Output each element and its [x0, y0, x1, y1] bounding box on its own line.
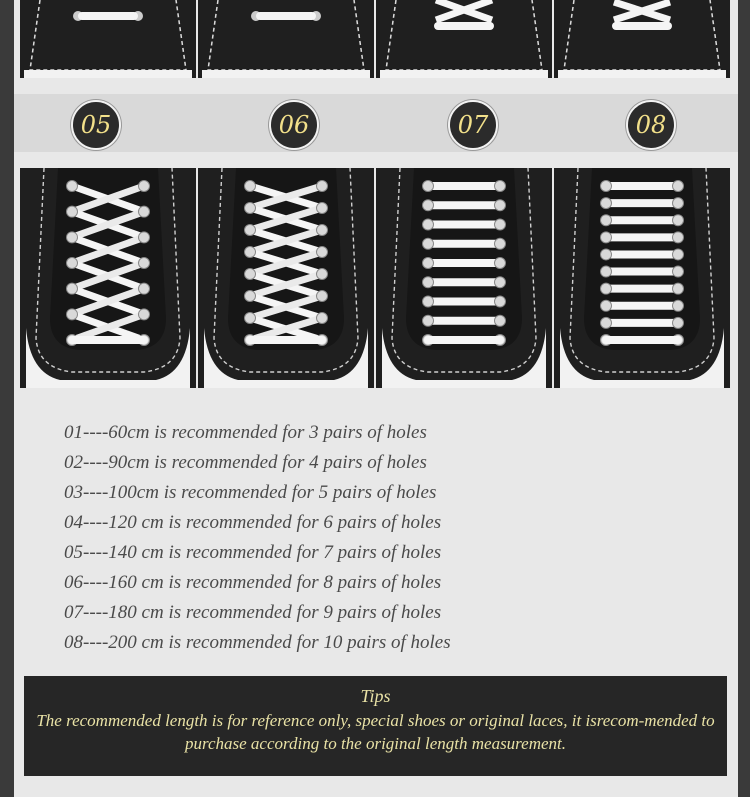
badge-08: 08 — [626, 100, 676, 150]
badge-06: 06 — [269, 100, 319, 150]
shoe-image-03 — [376, 0, 552, 78]
recommendation-08: 08----200 cm is recommended for 10 pairs of holes — [64, 632, 451, 653]
tips-text: The recommended length is for reference only, special shoes or original laces, it isrecom-mended to purchase according to the original length measurement. — [36, 711, 715, 753]
top-shoe-row — [20, 0, 730, 78]
length-recommendations — [64, 418, 624, 658]
recommendation-05: 05----140 cm is recommended for 7 pairs of holes — [64, 542, 442, 563]
tips-title: Tips — [360, 686, 391, 706]
shoe-image-06 — [198, 168, 374, 388]
recommendation-06: 06----160 cm is recommended for 8 pairs of holes — [64, 572, 442, 593]
recommendation-04: 04----120 cm is recommended for 6 pairs of holes — [64, 512, 442, 533]
shoe-image-07 — [376, 168, 552, 388]
shoe-image-02 — [198, 0, 374, 78]
badge-07: 07 — [448, 100, 498, 150]
badge-05: 05 — [71, 100, 121, 150]
number-badge-row — [14, 94, 738, 152]
recommendation-02: 02----90cm is recommended for 4 pairs of holes — [64, 452, 427, 473]
shoe-image-01 — [20, 0, 196, 78]
recommendation-03: 03----100cm is recommended for 5 pairs of holes — [64, 482, 437, 503]
tips-box — [24, 676, 727, 776]
shoe-image-05 — [20, 168, 196, 388]
shoe-image-04 — [554, 0, 730, 78]
recommendation-01: 01----60cm is recommended for 3 pairs of holes — [64, 422, 427, 443]
bottom-shoe-row — [20, 168, 730, 388]
recommendation-07: 07----180 cm is recommended for 9 pairs of holes — [64, 602, 442, 623]
shoe-image-08 — [554, 168, 730, 388]
